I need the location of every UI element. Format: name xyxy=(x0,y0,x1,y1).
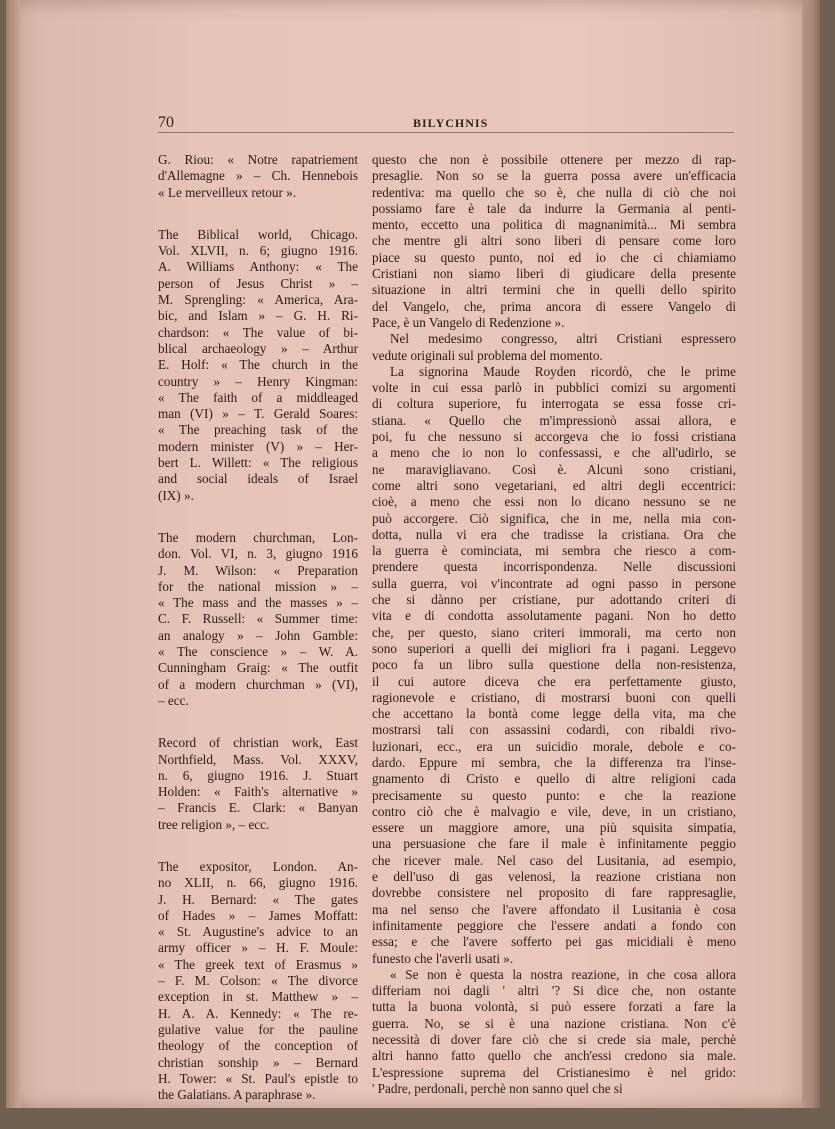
text-line: stiana. « Quello che m'impressionò assai allora, e xyxy=(372,412,736,428)
bibliography-entry xyxy=(158,152,358,201)
header-rule xyxy=(158,132,734,133)
text-line: « Le merveilleux retour ». xyxy=(158,184,297,200)
text-line: « The faith of a middleaged xyxy=(158,389,358,405)
bibliography-entry xyxy=(158,859,358,1103)
body-paragraph xyxy=(372,967,736,1097)
text-line: – F. M. Colson: « The divorce xyxy=(158,973,358,989)
text-line: gulative value for the pauline xyxy=(158,1021,358,1037)
text-line: luzionari, ecc., era un suicidio morale, debole e co- xyxy=(372,738,736,754)
text-line: – Francis E. Clark: « Banyan xyxy=(158,800,358,816)
text-line: dotta, nulla vi era che tradisse la cristiana. Ora che xyxy=(372,526,736,542)
text-line: può accorgere. Ciò significa, che in me, nella mia con- xyxy=(372,510,736,526)
text-line: the Galatians. A paraphrase ». xyxy=(158,1087,316,1103)
text-line: piace su questo punto, noi ed io che ci chiamiamo xyxy=(372,249,736,265)
text-line: Holden: « Faith's alternative » xyxy=(158,784,358,800)
text-line: presaglie. Non so se la guerra possa avere un'efficacia xyxy=(372,168,736,184)
text-line: no XLII, n. 66, giugno 1916. xyxy=(158,875,358,891)
text-line: cioè, a meno che essi non lo dicano nessuno se ne xyxy=(372,494,736,510)
text-line: questo che non è possibile ottenere per mezzo di rap- xyxy=(372,152,736,167)
text-line: sono superiori a quelli dei migliori fra i pagani. Leggevo xyxy=(372,640,736,656)
body-paragraph xyxy=(372,364,736,967)
text-line: Pace, è un Vangelo di Redenzione ». xyxy=(372,314,565,330)
text-line: sulla guerra, voi v'incontrate ad ogni passo in persone xyxy=(372,575,736,591)
text-line: Record of christian work, East xyxy=(158,735,358,751)
text-line: come altri sono vegetariani, ed altri degli eccentrici: xyxy=(372,477,736,493)
text-line: La signorina Maude Royden ricordò, che le prime xyxy=(390,363,736,379)
bibliography-entry xyxy=(158,227,358,504)
text-line: essere un maggiore amore, una più squisita simpatia, xyxy=(372,820,736,836)
text-line: for the national mission » – xyxy=(158,578,358,594)
text-line: don. Vol. VI, n. 3, giugno 1916 xyxy=(158,546,358,562)
text-line: « The mass and the masses » – xyxy=(158,595,358,611)
text-line: altri hanno fatto quello che anch'essi credono sia male. xyxy=(372,1048,736,1064)
text-line: The modern churchman, Lon- xyxy=(158,529,358,545)
text-line: and social ideals of Israel xyxy=(158,471,358,487)
text-line: necessità di dover fare ciò che si crede sia male, perchè xyxy=(372,1032,736,1048)
text-line: chardson: « The value of bi- xyxy=(158,324,358,340)
text-line: exception in st. Matthew » – xyxy=(158,989,358,1005)
text-line: una persuasione che fare il male è infinitamente peggio xyxy=(372,836,736,852)
text-line: H. Tower: « St. Paul's epistle to xyxy=(158,1070,358,1086)
text-line: poi, fu che nessuno si accorgeva che io fossi cristiana xyxy=(372,429,736,445)
text-line: Cunningham Graig: « The outfit xyxy=(158,660,358,676)
text-line: J. H. Bernard: « The gates xyxy=(158,891,358,907)
text-line: « Se non è questa la nostra reazione, in che cosa allora xyxy=(390,966,736,982)
text-line: mento, eccetto una politica di magnanimità... Mi sembra xyxy=(372,217,736,233)
text-line: modern minister (V) » – Her- xyxy=(158,438,358,454)
text-line: country » – Henry Kingman: xyxy=(158,373,358,389)
text-line: poco fa un libro sulla questione della non-resistenza, xyxy=(372,657,736,673)
text-line: situazione in altri termini che in quelli dello spirito xyxy=(372,282,736,298)
text-line: J. M. Wilson: « Preparation xyxy=(158,562,358,578)
text-line: del Vangelo, che, prima ancora di essere Vangelo di xyxy=(372,298,736,314)
text-line: contro ciò che è malvagio e vile, deve, in un cristiano, xyxy=(372,803,736,819)
text-line: Vol. XLVII, n. 6; giugno 1916. xyxy=(158,243,358,259)
text-line: dovrebbe consistere nel proposito di fare rappresaglie, xyxy=(372,885,736,901)
text-line: person of Jesus Christ » – xyxy=(158,275,358,291)
text-line: ma nel senso che l'avere affondato il Lusitania è cosa xyxy=(372,901,736,917)
text-line: redentiva: ma quello che so è, che nulla di ciò che noi xyxy=(372,184,736,200)
text-line: man (VI) » – T. Gerald Soares: xyxy=(158,406,358,422)
text-line: di coltura superiore, fu interrogata se essa fosse cri- xyxy=(372,396,736,412)
text-line: dardo. Eppure mi sembra, che la differenza tra l'inse- xyxy=(372,754,736,770)
text-line: an analogy » – John Gamble: xyxy=(158,627,358,643)
bibliography-entry xyxy=(158,530,358,709)
text-line: la guerra è cominciata, mi sembra che riesco a com- xyxy=(372,543,736,559)
text-line: che si dànno per cristiane, pur adottando criteri di xyxy=(372,592,736,608)
text-line: A. Williams Anthony: « The xyxy=(158,259,358,275)
text-line: a meno che io non lo confessassi, e che all'udirlo, se xyxy=(372,445,736,461)
text-line: precisamente su questo punto: e che la reazione xyxy=(372,787,736,803)
right-column xyxy=(372,152,736,1097)
text-line: G. Riou: « Notre rapatriement xyxy=(158,152,358,167)
body-paragraph xyxy=(372,331,736,364)
text-line: Northfield, Mass. Vol. XXXV, xyxy=(158,751,358,767)
text-line: ne maravigliavano. Così è. Alcuni sono cristiani, xyxy=(372,461,736,477)
text-line: d'Allemagne » – Ch. Hennebois xyxy=(158,168,358,184)
text-line: H. A. A. Kennedy: « The re- xyxy=(158,1005,358,1021)
text-line: of Hades » – James Moffatt: xyxy=(158,907,358,923)
text-line: volte in cui essa parlò in pubblici comizi su argomenti xyxy=(372,380,736,396)
page-edge xyxy=(802,0,820,1108)
text-line: possiamo fare è tale da indurre la Germania al penti- xyxy=(372,200,736,216)
text-line: vedute originali sul problema del momento. xyxy=(372,347,603,363)
text-line: che ricever male. Nel caso del Lusitania, ad esempio, xyxy=(372,852,736,868)
text-line: of a modern churchman » (VI), xyxy=(158,676,358,692)
text-line: theology of the conception of xyxy=(158,1038,358,1054)
text-line: e dell'uso di gas velenosi, la reazione cristiana non xyxy=(372,869,736,885)
text-line: « The greek text of Erasmus » xyxy=(158,956,358,972)
text-line: differiam noi dagli ' altri '? Si dice che, non ostante xyxy=(372,983,736,999)
text-line: infinitamente peggiore che l'essere andati a fondo con xyxy=(372,917,736,933)
running-header xyxy=(158,110,734,132)
text-line: blical archaeology » – Arthur xyxy=(158,340,358,356)
text-line: Cristiani non siamo liberi di giudicare della presente xyxy=(372,266,736,282)
text-line: « The conscience » – W. A. xyxy=(158,644,358,660)
text-line: C. F. Russell: « Summer time: xyxy=(158,611,358,627)
body-paragraph xyxy=(372,152,736,331)
text-line: tree religion », – ecc. xyxy=(158,816,270,832)
text-line: tutta la buona volontà, si può essere forzati a fare la xyxy=(372,999,736,1015)
text-line: E. Holf: « The church in the xyxy=(158,357,358,373)
text-line: bert L. Willett: « The religious xyxy=(158,455,358,471)
text-line: Nel medesimo congresso, altri Cristiani espressero xyxy=(390,331,736,347)
left-column xyxy=(158,152,358,1129)
text-line: L'espressione suprema del Cristianesimo è nel grido: xyxy=(372,1064,736,1080)
text-line: gnamento di Cristo e quello di altre religioni cada xyxy=(372,771,736,787)
text-line: guerra. No, se si è una nazione cristiana. Non c'è xyxy=(372,1015,736,1031)
text-line: essa; e che l'avere sofferto pei gas micidiali è meno xyxy=(372,934,736,950)
text-line: mostrarsi tali con assassini codardi, con ribaldi rivo- xyxy=(372,722,736,738)
text-line: (IX) ». xyxy=(158,487,194,503)
text-line: The Biblical world, Chicago. xyxy=(158,226,358,242)
text-line: che, per questo, siano criteri immorali, ma certo non xyxy=(372,624,736,640)
text-line: bic, and Islam » – G. H. Ri- xyxy=(158,308,358,324)
text-line: – ecc. xyxy=(158,692,189,708)
text-line: ' Padre, perdonali, perchè non sanno quel che si xyxy=(372,1080,623,1096)
running-title: BILYCHNIS xyxy=(413,116,489,130)
page-number: 70 xyxy=(158,114,174,131)
text-line: n. 6, giugno 1916. J. Stuart xyxy=(158,767,358,783)
bibliography-entry xyxy=(158,735,358,833)
text-line: che mentre gli altri sono liberi di pensare come loro xyxy=(372,233,736,249)
text-line: « The preaching task of the xyxy=(158,422,358,438)
text-line: « St. Augustine's advice to an xyxy=(158,924,358,940)
text-line: ragionevole e cristiano, di mostrarsi buoni con quelli xyxy=(372,689,736,705)
text-line: il cui autore diceva che era perfettamente giusto, xyxy=(372,673,736,689)
text-line: prendere questa incorrispondenza. Nelle discussioni xyxy=(372,559,736,575)
text-line: che accettano la bontà come legge della vita, ma che xyxy=(372,706,736,722)
text-line: vita e di condotta assolutamente pagani. Non ho detto xyxy=(372,608,736,624)
text-line: The expositor, London. An- xyxy=(158,858,358,874)
text-line: christian sonship » – Bernard xyxy=(158,1054,358,1070)
text-line: funesto che l'averli usati ». xyxy=(372,950,514,966)
text-line: M. Sprengling: « America, Ara- xyxy=(158,292,358,308)
text-line: army officer » – H. F. Moule: xyxy=(158,940,358,956)
page-gutter-shadow xyxy=(6,0,20,1108)
